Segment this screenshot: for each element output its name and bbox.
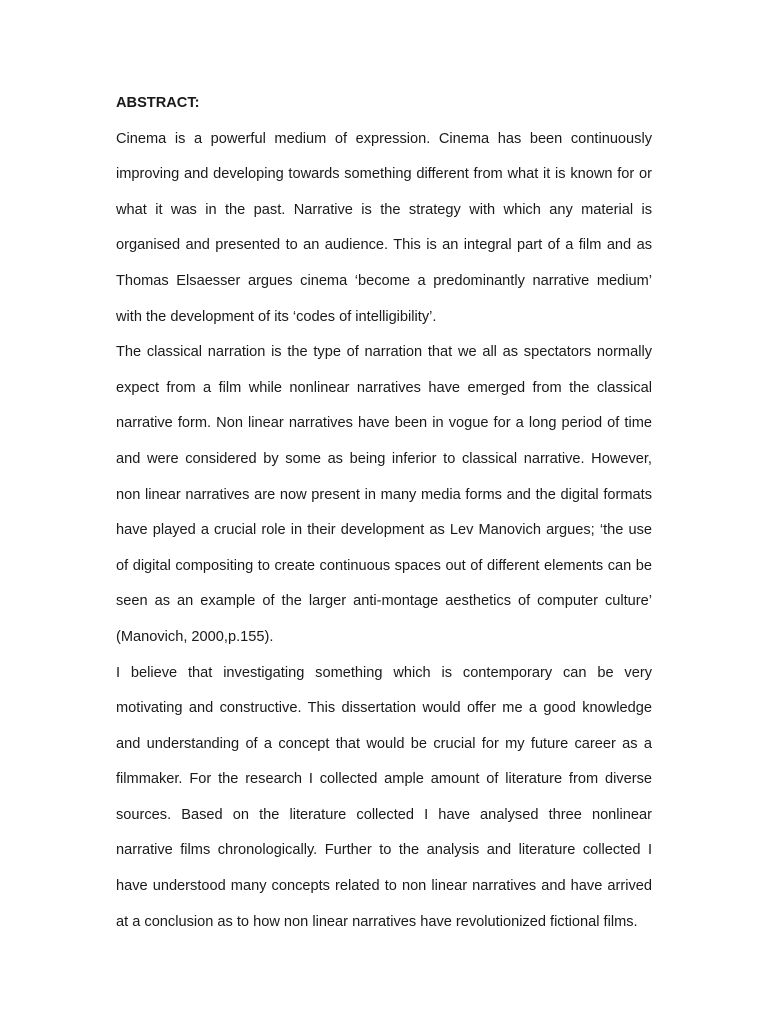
paragraph-3: I believe that investigating something which is contemporary can be very motivating and constructive. This dissertation would offer me a good knowledge and understanding of a concept that would be crucial for my future career as a filmmaker. For the research I collected ample amount of literature from diverse sources. Based on the literature collected I have analysed three nonlinear narrative films chronologically. Further to the analysis and literature collected I have understood many concepts related to non linear narratives and have arrived at a conclusion as to how non linear narratives have revolutionized fictional films. xyxy=(116,664,652,930)
document-page xyxy=(116,86,652,940)
paragraph-2: The classical narration is the type of narration that we all as spectators normally expect from a film while nonlinear narratives have emerged from the classical narrative form. Non linear narratives have been in vogue for a long period of time and were considered by some as being inferior to classical narrative. However, non linear narratives are now present in many media forms and the digital formats have played a crucial role in their development as Lev Manovich argues; ‘the use of digital compositing to create continuous spaces out of different elements can be seen as an example of the larger anti-montage aesthetics of computer culture’ (Manovich, 2000,p.155). xyxy=(116,344,652,645)
abstract-heading: ABSTRACT: xyxy=(116,95,200,111)
paragraph-1: Cinema is a powerful medium of expression. Cinema has been continuously improving and developing towards something different from what it is known for or what it was in the past. Narrative is the strategy with which any material is organised and presented to an audience. This is an integral part of a film and as Thomas Elsaesser argues cinema ‘become a predominantly narrative medium’ with the development of its ‘codes of intelligibility’. xyxy=(116,130,652,325)
